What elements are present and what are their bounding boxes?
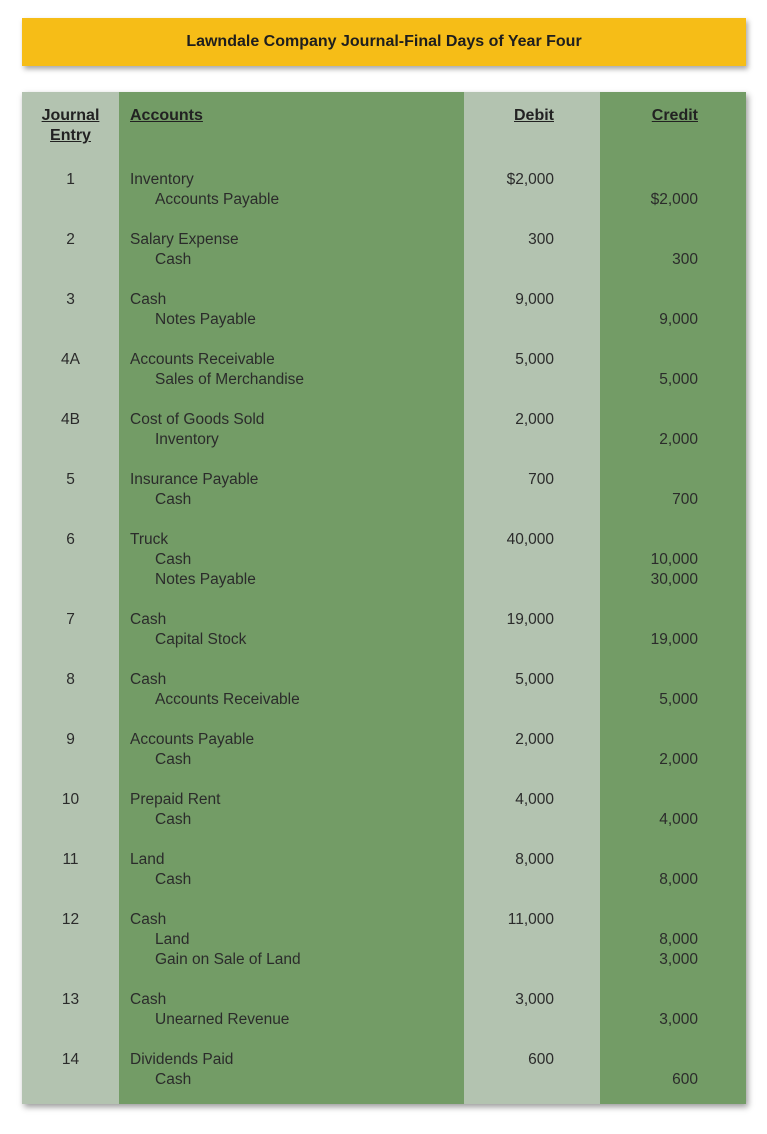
credit-amount: 700 [672, 491, 698, 508]
credit-account: Cash [155, 871, 192, 888]
debit-amount: 3,000 [515, 991, 554, 1008]
debit-account: Cash [130, 911, 167, 928]
entry-number: 5 [66, 471, 75, 488]
debit-line [22, 410, 746, 430]
debit-line [22, 1050, 746, 1070]
credit-account: Unearned Revenue [155, 1011, 290, 1028]
journal-entry [22, 790, 746, 830]
credit-account: Sales of Merchandise [155, 371, 305, 388]
credit-amount: 3,000 [659, 951, 698, 968]
accounts-header: Accounts [130, 107, 203, 124]
journal-entry-header [22, 106, 119, 146]
debit-line [22, 290, 746, 310]
journal-entry [22, 530, 746, 590]
debit-amount: 19,000 [506, 611, 554, 628]
credit-line [22, 570, 746, 590]
debit-amount: 11,000 [507, 911, 554, 928]
credit-line [22, 690, 746, 710]
entry-number: 7 [66, 611, 75, 628]
journal-entry [22, 990, 746, 1030]
credit-account: Notes Payable [155, 311, 256, 328]
debit-amount: 700 [528, 471, 554, 488]
entry-number: 11 [62, 851, 79, 868]
journal-entry [22, 730, 746, 770]
journal-entry-header-line2: Entry [50, 127, 91, 144]
credit-account: Cash [155, 751, 192, 768]
debit-account: Inventory [130, 171, 194, 188]
credit-line [22, 630, 746, 650]
debit-line [22, 230, 746, 250]
entry-number: 14 [61, 1051, 80, 1068]
debit-line [22, 790, 746, 810]
credit-amount: 300 [672, 251, 698, 268]
credit-account: Cash [155, 1071, 192, 1088]
debit-account: Insurance Payable [130, 471, 259, 488]
journal-entry [22, 410, 746, 450]
debit-amount: 40,000 [506, 531, 554, 548]
credit-account: Cash [155, 251, 192, 268]
entry-number: 12 [61, 911, 80, 928]
credit-account: Inventory [155, 431, 219, 448]
debit-amount: $2,000 [506, 171, 554, 188]
debit-amount: 8,000 [515, 851, 554, 868]
journal-entry [22, 910, 746, 970]
entry-number: 10 [61, 791, 80, 808]
debit-line [22, 530, 746, 550]
debit-account: Cash [130, 611, 167, 628]
journal-entry [22, 170, 746, 210]
credit-amount: 5,000 [659, 371, 698, 388]
credit-amount: 19,000 [650, 631, 698, 648]
entry-number: 1 [66, 171, 75, 188]
credit-line [22, 430, 746, 450]
credit-line [22, 370, 746, 390]
journal-entry [22, 290, 746, 330]
entry-number: 4A [61, 351, 80, 368]
credit-amount: 5,000 [659, 691, 698, 708]
debit-line [22, 470, 746, 490]
credit-header: Credit [651, 107, 698, 124]
credit-account: Cash [155, 811, 192, 828]
debit-account: Dividends Paid [130, 1051, 234, 1068]
credit-amount: 10,000 [650, 551, 698, 568]
credit-amount: 2,000 [659, 431, 698, 448]
debit-amount: 2,000 [515, 411, 554, 428]
entry-number: 8 [66, 671, 75, 688]
debit-amount: 5,000 [515, 351, 554, 368]
credit-account: Accounts Receivable [155, 691, 300, 708]
debit-account: Accounts Receivable [130, 351, 275, 368]
debit-amount: 300 [528, 231, 554, 248]
credit-amount: 2,000 [659, 751, 698, 768]
debit-line [22, 610, 746, 630]
journal-entry [22, 230, 746, 270]
debit-line [22, 990, 746, 1010]
debit-line [22, 910, 746, 930]
journal-entry [22, 470, 746, 510]
debit-account: Accounts Payable [130, 731, 255, 748]
debit-account: Cash [130, 671, 167, 688]
credit-line [22, 550, 746, 570]
credit-account: Accounts Payable [155, 191, 280, 208]
credit-line [22, 750, 746, 770]
credit-account: Cash [155, 551, 192, 568]
entry-number: 9 [66, 731, 75, 748]
credit-line [22, 310, 746, 330]
credit-line [22, 490, 746, 510]
credit-account: Gain on Sale of Land [155, 951, 301, 968]
journal-entry [22, 610, 746, 650]
credit-account: Land [155, 931, 190, 948]
credit-amount: 30,000 [650, 571, 698, 588]
credit-line [22, 810, 746, 830]
credit-amount: 8,000 [659, 931, 698, 948]
credit-amount: 8,000 [659, 871, 698, 888]
credit-line [22, 250, 746, 270]
debit-amount: 5,000 [515, 671, 554, 688]
entry-number: 13 [61, 991, 80, 1008]
entry-number: 3 [66, 291, 75, 308]
debit-account: Prepaid Rent [130, 791, 221, 808]
credit-account: Cash [155, 491, 192, 508]
journal-entry [22, 670, 746, 710]
credit-amount: 600 [672, 1071, 698, 1088]
credit-amount: $2,000 [650, 191, 698, 208]
credit-amount: 9,000 [659, 311, 698, 328]
page-title: Lawndale Company Journal-Final Days of Year Four [22, 18, 746, 66]
credit-amount: 3,000 [659, 1011, 698, 1028]
debit-line [22, 850, 746, 870]
entry-number: 2 [66, 231, 75, 248]
debit-amount: 4,000 [515, 791, 554, 808]
journal-table [22, 92, 746, 1104]
debit-line [22, 670, 746, 690]
entry-number: 6 [66, 531, 75, 548]
debit-amount: 9,000 [515, 291, 554, 308]
journal-entry [22, 850, 746, 890]
debit-line [22, 170, 746, 190]
debit-header: Debit [514, 107, 554, 124]
credit-line [22, 190, 746, 210]
debit-amount: 600 [528, 1051, 554, 1068]
credit-line [22, 1070, 746, 1090]
debit-account: Cost of Goods Sold [130, 411, 265, 428]
debit-line [22, 350, 746, 370]
journal-entry-header-line1: Journal [41, 107, 100, 124]
debit-account: Truck [130, 531, 169, 548]
debit-account: Cash [130, 991, 167, 1008]
debit-account: Land [130, 851, 165, 868]
journal-entry [22, 350, 746, 390]
credit-amount: 4,000 [659, 811, 698, 828]
credit-line [22, 870, 746, 890]
debit-amount: 2,000 [515, 731, 554, 748]
credit-line [22, 950, 746, 970]
credit-account: Notes Payable [155, 571, 256, 588]
debit-line [22, 730, 746, 750]
credit-account: Capital Stock [155, 631, 247, 648]
journal-entry [22, 1050, 746, 1090]
credit-line [22, 930, 746, 950]
entry-number: 4B [61, 411, 80, 428]
debit-account: Cash [130, 291, 167, 308]
debit-account: Salary Expense [130, 231, 239, 248]
credit-line [22, 1010, 746, 1030]
